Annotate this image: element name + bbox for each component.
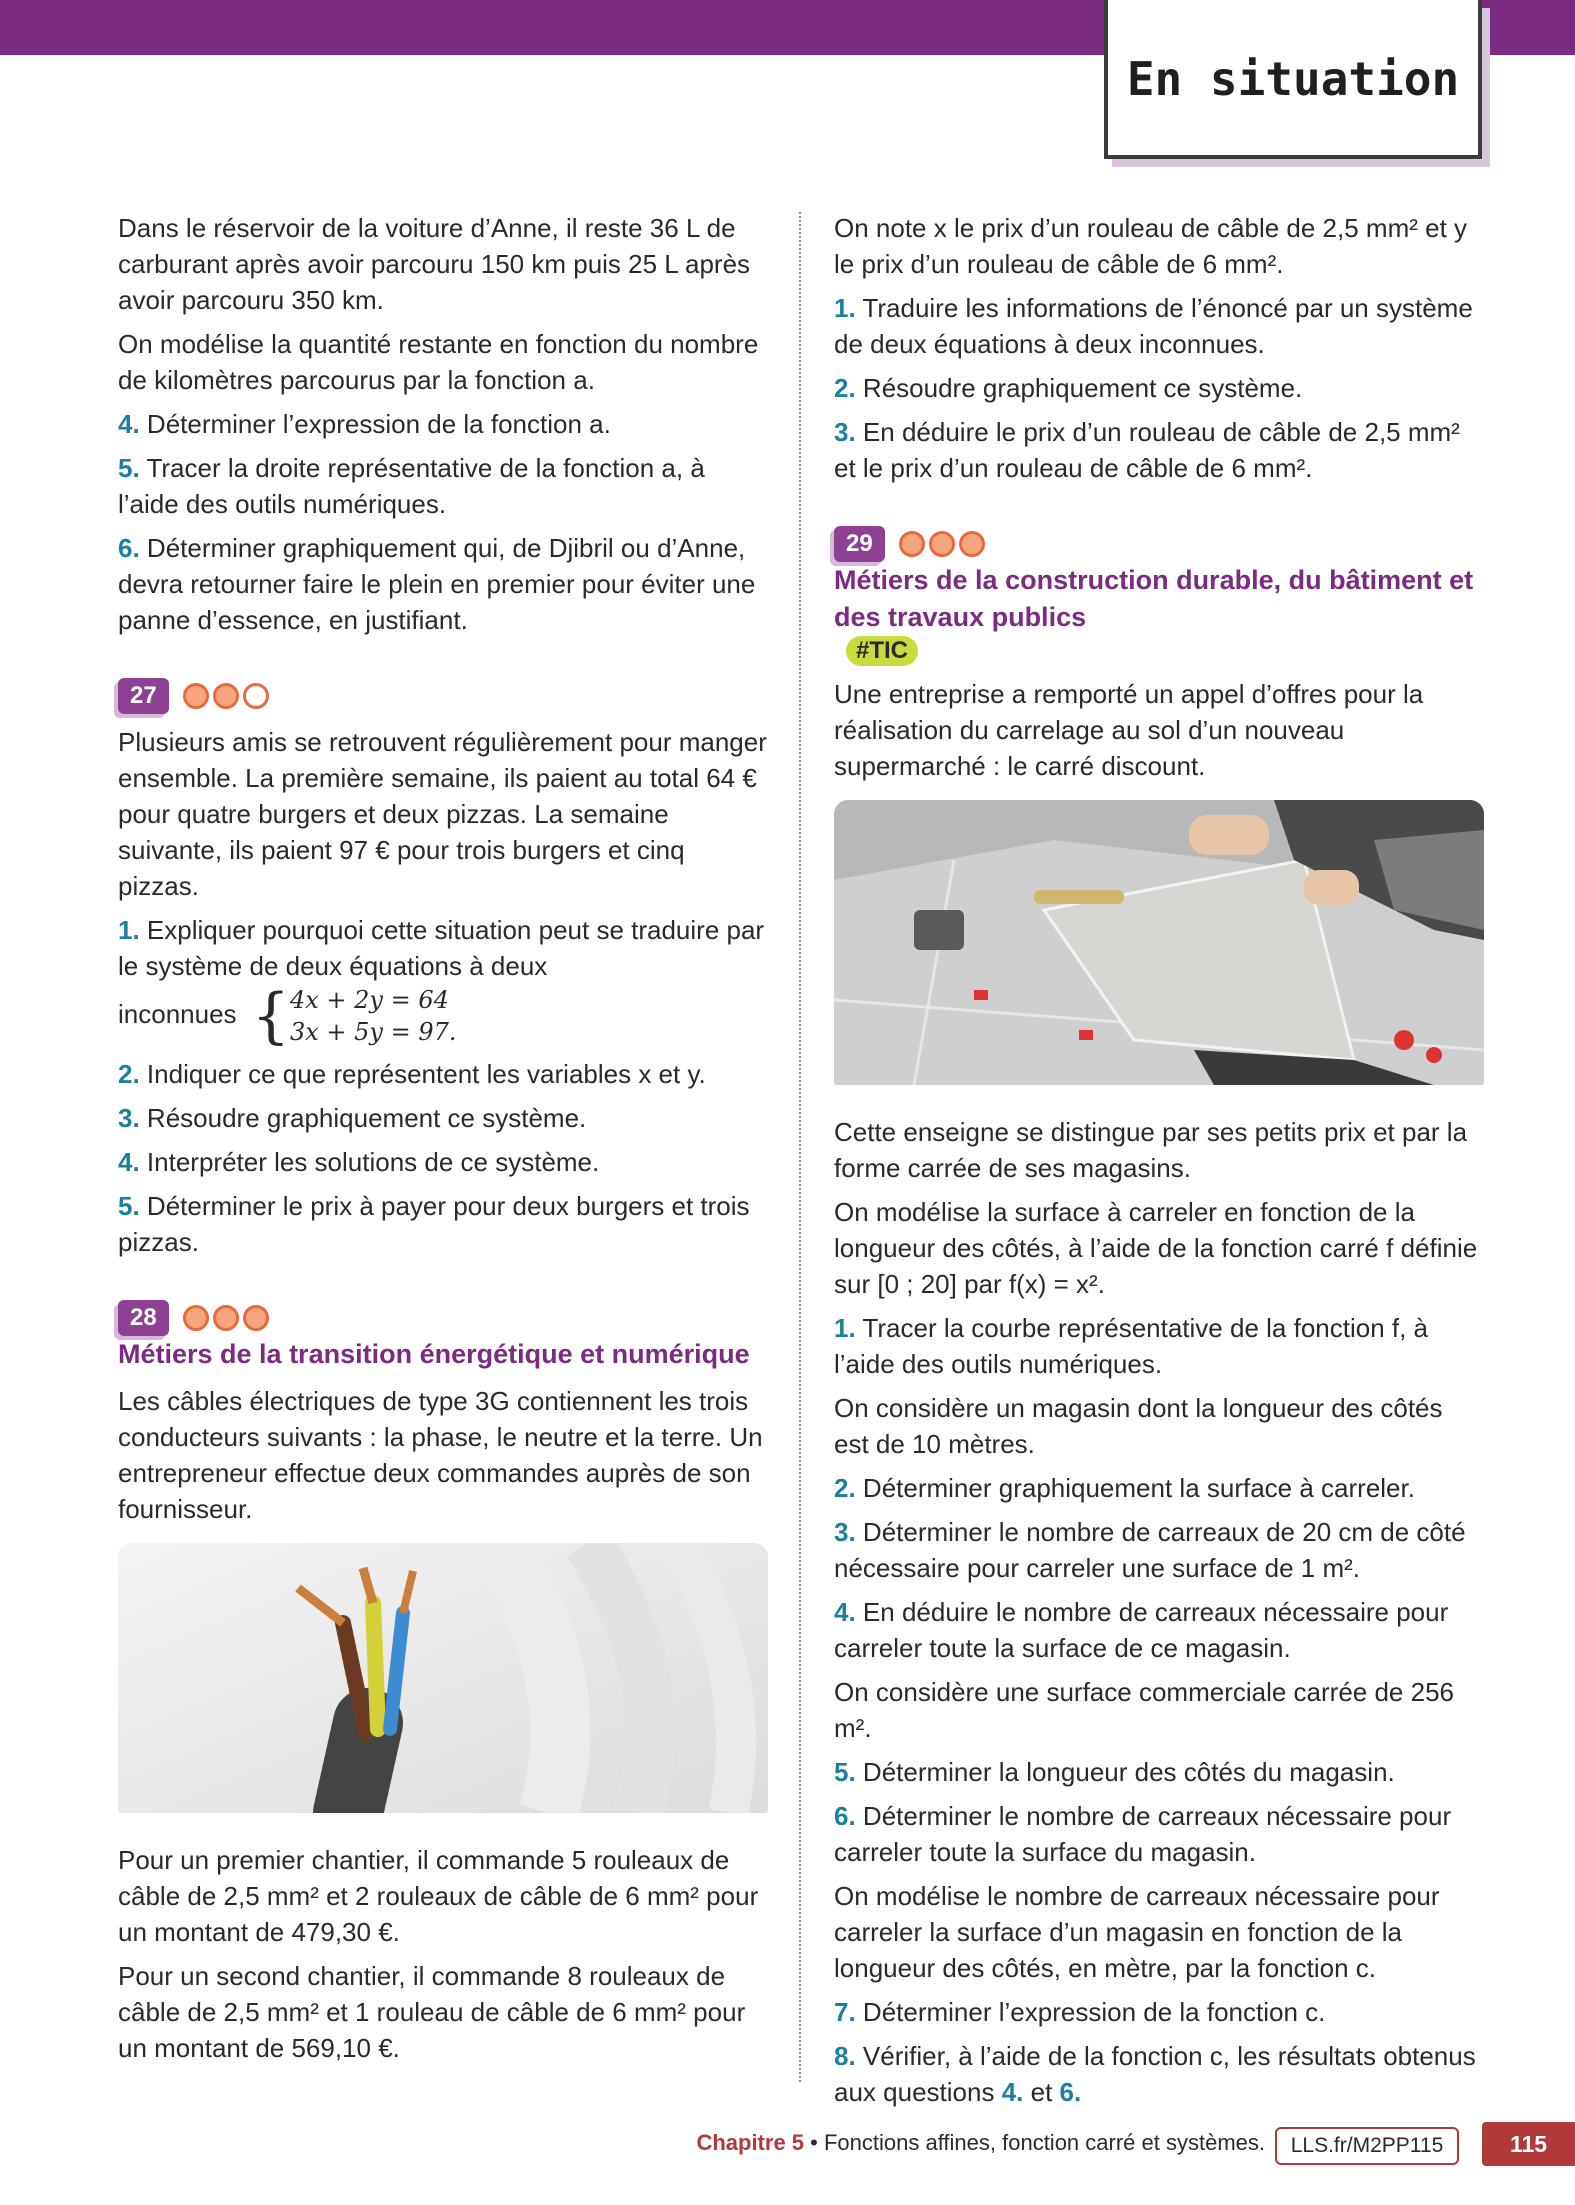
page-footer [0,2120,1575,2170]
equation-end: . [448,1018,457,1046]
chapter-label: Chapitre 5 [696,2130,805,2155]
question-text: Déterminer le nombre de carreaux nécessaire pour carreler toute la surface du magasin. [834,1801,1452,1867]
question-text: Résoudre graphiquement ce système. [862,373,1303,403]
question-number: 3. [834,417,856,447]
question [834,290,1484,362]
difficulty-dot-icon [183,1305,209,1331]
difficulty-dot-icon [183,683,209,709]
exercise-text: Plusieurs amis se retrouvent régulièrement pour manger ensemble. La première semaine, ils paient au total 64 € pour quatre burgers et deux pizzas. La semaine suivante, ils paient 97 € pour trois burgers et cinq pizzas. [118,727,767,901]
equation-2-text: 3x + 5y = 97 [289,1018,449,1046]
exercise-28-header [118,1300,768,1373]
question-number: 4. [118,1147,140,1177]
question [834,1798,1484,1870]
question-text: Déterminer la longueur des côtés du magasin. [862,1757,1395,1787]
question [834,1514,1484,1586]
footer-chapter-line [696,2130,1265,2156]
column-divider [799,212,801,2082]
context-paragraph: On considère un magasin dont la longueur des côtés est de 10 mètres. [834,1393,1443,1459]
exercise-number-badge: 29 [834,526,885,562]
exercise-text: Une entreprise a remporté un appel d’offres pour la réalisation du carrelage au sol d’un nouveau supermarché : le carré discount. [834,679,1424,781]
right-column [834,210,1484,2118]
question-text: Vérifier, à l’aide de la fonction c, les résultats obtenus aux questions [834,2041,1476,2107]
tic-tag: #TIC [846,636,918,666]
context-paragraph: Cette enseigne se distingue par ses petits prix et par la forme carrée de ses magasins. [834,1117,1468,1183]
difficulty-dot-icon [959,531,985,557]
order-paragraph: Pour un second chantier, il commande 8 rouleaux de câble de 2,5 mm² et 1 rouleau de câble de 6 mm² pour un montant de 569,10 €. [118,1961,746,2063]
context-paragraph: On considère une surface commerciale carrée de 256 m². [834,1677,1454,1743]
difficulty-dot-icon [213,1305,239,1331]
brace-icon: { [251,981,290,1051]
question-text: En déduire le nombre de carreaux nécessaire pour carreler toute la surface de ce magasin. [834,1597,1449,1663]
question-number: 4. [834,1597,856,1627]
exercise-27-header [118,678,768,714]
question-text: Tracer la droite représentative de la fonction a, à l’aide des outils numériques. [118,453,705,519]
question-text: Déterminer graphiquement la surface à carreler. [862,1473,1415,1503]
question [834,370,1484,406]
difficulty-dot-icon [899,531,925,557]
page-number: 115 [1482,2122,1575,2166]
question-text: Déterminer graphiquement qui, de Djibril ou d’Anne, devra retourner faire le plein en premier pour éviter une panne d’essence, en justifiant. [118,533,756,635]
section-title: En situation [1126,52,1460,106]
question [118,406,768,442]
order-paragraph: Pour un premier chantier, il commande 5 rouleaux de câble de 2,5 mm² et 2 rouleaux de câble de 6 mm² pour un montant de 479,30 €. [118,1845,759,1947]
question-text: Traduire les informations de l’énoncé par un système de deux équations à deux inconnues. [834,293,1473,359]
question [834,1754,1484,1790]
question-text: Déterminer l’expression de la fonction a. [146,409,611,439]
equations [290,984,457,1048]
question-number: 4. [118,409,140,439]
question-text: et [1030,2077,1053,2107]
equation-2 [290,1016,457,1048]
equation-system-line [118,981,768,1051]
exercise-number-badge: 28 [118,1300,169,1336]
difficulty-indicator [183,1305,269,1331]
question [834,1310,1484,1382]
context-paragraph: On modélise le nombre de carreaux nécessaire pour carreler la surface d’un magasin en fonction de la longueur des côtés, en mètre, par la fonction c. [834,1881,1440,1983]
question-number: 2. [118,1059,140,1089]
question-text: Tracer la courbe représentative de la fonction f, à l’aide des outils numériques. [834,1313,1429,1379]
chapter-subtitle: Fonctions affines, fonction carré et systèmes. [823,2130,1265,2155]
question [834,414,1484,486]
question-number: 6. [834,1801,856,1831]
difficulty-dot-icon [243,1305,269,1331]
question-number: 3. [118,1103,140,1133]
question-reference: 6. [1059,2077,1082,2107]
question-text: Interpréter les solutions de ce système. [146,1147,600,1177]
question [118,912,768,984]
exercise-number-badge: 27 [118,678,169,714]
difficulty-dot-icon [929,531,955,557]
intro-paragraph: On modélise la quantité restante en fonction du nombre de kilomètres parcourus par la fonction a. [118,329,759,395]
question-number: 3. [834,1517,856,1547]
question-text: Indiquer ce que représentent les variables x et y. [146,1059,706,1089]
question [834,2038,1484,2110]
question [834,1470,1484,1506]
question-text: Expliquer pourquoi cette situation peut se traduire par le système de deux équations à deux [118,915,765,981]
footer-separator: • [804,2130,824,2155]
question [834,1594,1484,1666]
section-tab [1104,0,1482,159]
question-text: En déduire le prix d’un rouleau de câble de 2,5 mm² et le prix d’un rouleau de câble de 6 mm². [834,417,1460,483]
question-number: 8. [834,2041,856,2071]
left-column [118,210,768,2074]
question [834,1994,1484,2030]
question-text: Déterminer le prix à payer pour deux burgers et trois pizzas. [118,1191,750,1257]
question-number: 5. [118,453,140,483]
question [118,1144,768,1180]
intro-paragraph: Dans le réservoir de la voiture d’Anne, il reste 36 L de carburant après avoir parcouru 150 km puis 25 L après avoir parcouru 350 km. [118,213,751,315]
exercise-title: Métiers de la construction durable, du bâtiment et des travaux publics [834,565,1474,632]
question [118,1188,768,1260]
equation-system [251,981,457,1051]
difficulty-indicator [899,531,985,557]
question-reference: 4. [1001,2077,1024,2107]
exercise-title: Métiers de la transition énergétique et numérique [118,1339,750,1369]
question-number: 5. [118,1191,140,1221]
question-number: 2. [834,1473,856,1503]
question [118,450,768,522]
question-number: 1. [834,293,856,323]
question-number: 1. [834,1313,856,1343]
difficulty-dot-icon [213,683,239,709]
difficulty-indicator [183,683,269,709]
equation-1: 4x + 2y = 64 [289,986,449,1014]
question-number: 6. [118,533,140,563]
exercise-text: Les câbles électriques de type 3G contiennent les trois conducteurs suivants : la phase, le neutre et la terre. Un entrepreneur effectue deux commandes auprès de son fournisseur. [118,1386,763,1524]
question-text: Déterminer l’expression de la fonction c. [862,1997,1326,2027]
cable-photo [118,1543,768,1822]
tiling-photo [834,800,1484,1094]
intro-paragraph: On note x le prix d’un rouleau de câble de 2,5 mm² et y le prix d’un rouleau de câble de 6 mm². [834,213,1468,279]
question-number: 2. [834,373,856,403]
question [118,1100,768,1136]
context-paragraph: On modélise la surface à carreler en fonction de la longueur des côtés, à l’aide de la fonction carré f définie sur [0 ; 20] par f(x) = x². [834,1197,1478,1299]
question [118,1056,768,1092]
difficulty-dot-empty-icon [243,683,269,709]
question-number: 1. [118,915,140,945]
question-text: Déterminer le nombre de carreaux de 20 cm de côté nécessaire pour carreler une surface de 1 m². [834,1517,1466,1583]
exercise-29-header [834,526,1484,666]
resource-link[interactable]: LLS.fr/M2PP115 [1275,2127,1459,2165]
question-text: inconnues [118,998,237,1029]
question-text: Résoudre graphiquement ce système. [146,1103,587,1133]
question [118,530,768,638]
question-number: 7. [834,1997,856,2027]
question-number: 5. [834,1757,856,1787]
